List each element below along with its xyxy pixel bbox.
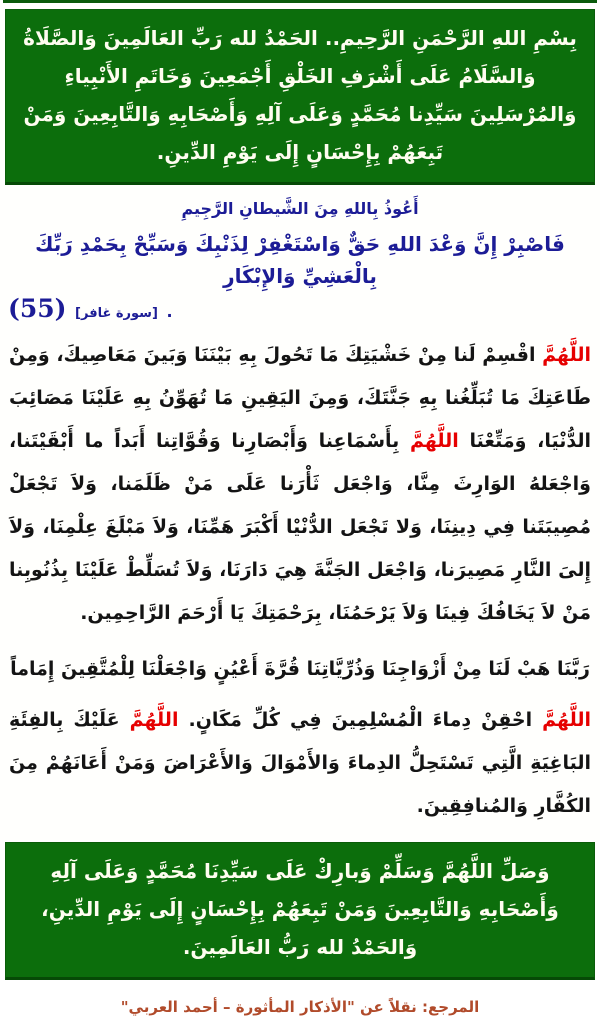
allahumma-highlight-4: اللَّهُمَّ bbox=[129, 709, 179, 731]
footer-banner bbox=[5, 842, 595, 980]
ayah-reference bbox=[0, 292, 600, 328]
allahumma-highlight-2: اللَّهُمَّ bbox=[409, 430, 459, 452]
ayah-number: (55) bbox=[8, 294, 67, 323]
ayah-ref-period: . bbox=[166, 302, 173, 321]
dua-paragraph-1 bbox=[9, 334, 591, 635]
top-border-rule bbox=[3, 0, 597, 3]
header-banner bbox=[5, 9, 595, 185]
istiadha-line: أَعُوذُ بِاللهِ مِنَ الشَّيطانِ الرَّجِيمِ bbox=[181, 199, 419, 218]
dua-paragraph-2 bbox=[9, 699, 591, 828]
rabbana-line: رَبَّنَا هَبْ لَنَا مِنْ أَزْوَاجِنَا وَذُرِّيَّاتِنَا قُرَّةَ أَعْيُنٍ وَاجْعَلْنَا لِلْمُتَّقِينَ إِمَاماً bbox=[10, 658, 590, 680]
allahumma-highlight-1: اللَّهُمَّ bbox=[542, 344, 591, 366]
allahumma-highlight-3: اللَّهُمَّ bbox=[542, 709, 591, 731]
footer-banner-text: وَصَلِّ اللَّهُمَّ وَسَلِّمْ وَبارِكْ عَلَى سَيِّدِنَا مُحَمَّدٍ وَعَلَى آلِهِ وَأَصْحَابِهِ وَالتَّابِعِينَ وَمَنْ تَبِعَهُمْ بِإِحْسَانٍ إِلَى يَوْمِ الدِّينِ، وَالحَمْدُ لله رَبُّ العَالَمِينَ. bbox=[41, 859, 559, 959]
surah-name: [سورة غافر] bbox=[75, 306, 158, 321]
reference-line: المرجع: نقلاً عن "الأذكار المأثورة – أحمد العربي" bbox=[120, 998, 480, 1016]
dua-1-text-a: اقْسِمْ لَنا مِنْ خَشْيَتِكَ مَا تَحُولَ بِهِ بَيْنَنَا وَبَينَ مَعَاصِيكَ، وَمِنْ طَاعَتِكَ مَا تُبَلِّغُنا بِهِ جَنَّتَكَ، وَمِنَ اليَقِينِ مَا تُهَوِّنُ بِهِ عَلَيْنَا مَصَائِبَ الدُّنْيَا، وَمَتِّعْنَا bbox=[9, 344, 591, 452]
header-banner-text: بِسْمِ اللهِ الرَّحْمَنِ الرَّحِيمِ.. الحَمْدُ لله رَبِّ العَالَمِينَ وَالصَّلَاةُ وَالسَّلَامُ عَلَى أَشْرَفِ الخَلْقِ أَجْمَعِينَ وَخَاتَمِ الأَنْبِياءِ وَالمُرْسَلِينَ سَيِّدِنا مُحَمَّدٍ وَعَلَى آلِهِ وَأَصْحَابِهِ وَالتَّابِعِينَ وَمَنْ تَبِعَهُمْ بِإِحْسَانٍ إِلَى يَوْمِ الدِّينِ. bbox=[23, 26, 577, 164]
dua-2-text-a: احْقِنْ دِماءَ الْمُسْلِمِينَ فِي كُلِّ مَكَانٍ. bbox=[178, 709, 543, 731]
quran-verse-text: فَاصْبِرْ إِنَّ وَعْدَ اللهِ حَقٌّ وَاسْتَغْفِرْ لِذَنْبِكَ وَسَبِّحْ بِحَمْدِ رَبِّكَ بِالْعَشِيِّ وَالإِبْكَارِ bbox=[35, 232, 565, 288]
dua-1-text-b: بِأَسْمَاعِنا وَأَبْصَارِنا وَقُوَّاتِنا أَبَداً ما أَبْقَيْتَنا، وَاجْعَلهُ الوَارِثَ مِنَّا، وَاجْعَل ثَأْرَنا عَلَى مَنْ ظَلَمَنا، وَلاَ تَجْعَلْ مُصِيبَتَنا فِي دِينِنَا، وَلا تَجْعَل الدُّنْيْا أَكْبَرَ هَمِّنَا، وَلاَ مَبْلَغَ عِلْمِنَا، وَلاَ إِلىَ النَّارِ مَصِيرَنا، وَاجْعَل الجَنَّةَ هِيَ دَارَنَا، وَلاَ تُسَلِّطْ عَلَيْنَا بِذُنُوبِنا مَنْ لاَ يَخَافُكَ فِينَا وَلاَ يَرْحَمُنَا، بِرَحْمَتِكَ يَا أَرْحَمَ الرَّاحِمِين. bbox=[9, 430, 591, 624]
dua-2-text-b: عَلَيْكَ بِالفِئَةِ البَاغِيَةِ الَّتِي تَسْتَحِلُّ الدِماءَ وَالأَمْوَالَ وَالأَعْرَاضَ وَمَنْ أَعَانَهُمْ مِنَ الكُفَّارِ وَالمُنافِقِينَ. bbox=[9, 709, 591, 817]
